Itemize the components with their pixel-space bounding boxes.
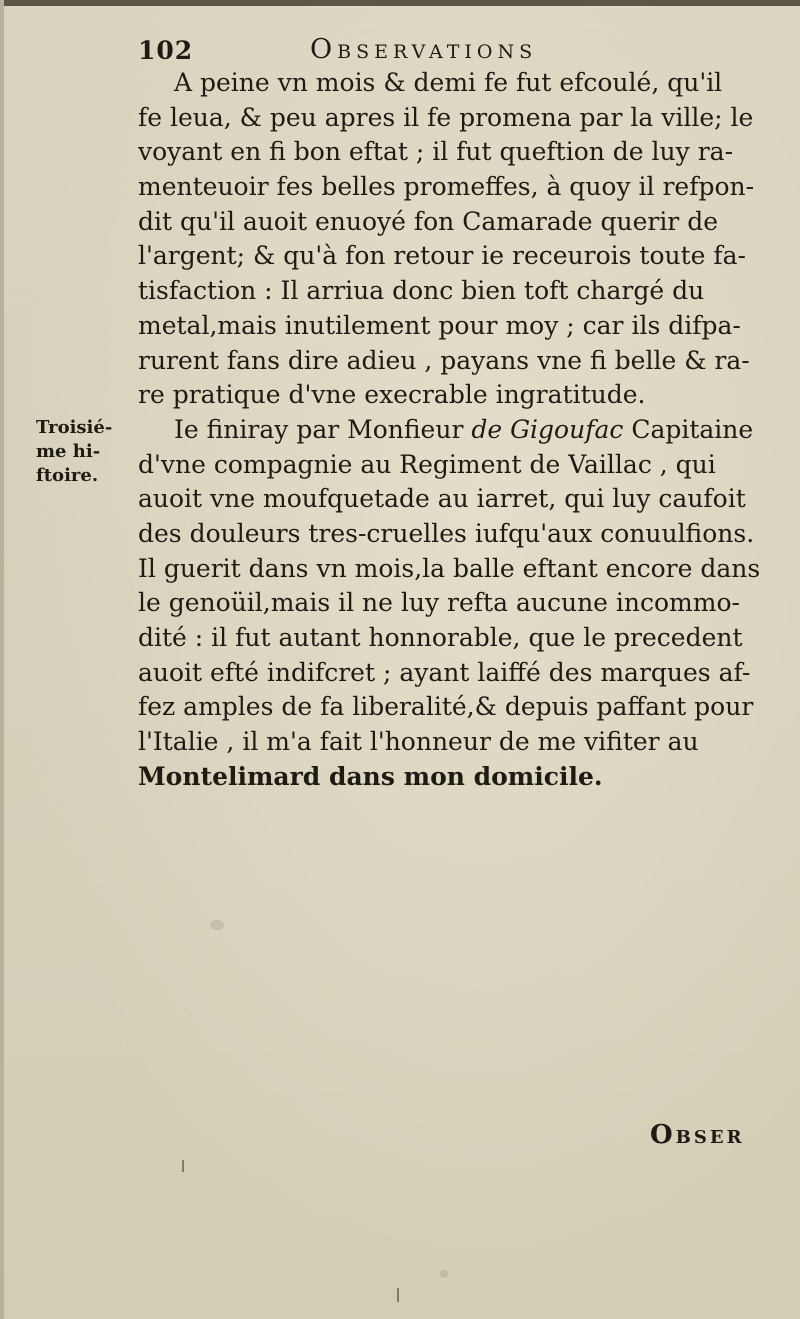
text-line bbox=[138, 413, 798, 448]
margin-note-line: Troisié- bbox=[36, 417, 113, 438]
text-line: dit qu'il auoit enuoyé fon Camarade querir de bbox=[138, 206, 719, 236]
text-line: fez amples de fa liberalité,& depuis paffant pour bbox=[138, 692, 754, 722]
text-line: menteuoir fes belles promeffes, à quoy il refpon- bbox=[138, 172, 755, 202]
text-line: Il guerit dans vn mois,la balle eftant encore dans bbox=[138, 553, 761, 583]
margin-note-line: me hi- bbox=[36, 441, 101, 462]
page-left-edge bbox=[0, 0, 4, 1319]
margin-note-line: ftoire. bbox=[36, 465, 99, 486]
text-line: l'Italie , il m'a fait l'honneur de me vifiter au bbox=[138, 727, 699, 757]
person-name: de Gigoufac bbox=[471, 414, 624, 444]
text-line: le genoüil,mais il ne luy refta aucune incommo- bbox=[138, 588, 740, 618]
text-run: Ie finiray par Monfieur bbox=[174, 414, 472, 444]
page-number: 102 bbox=[138, 36, 194, 65]
margin-note bbox=[36, 416, 128, 488]
body-text bbox=[138, 66, 798, 794]
text-line: A peine vn mois & demi fe fut efcoulé, qu'il bbox=[174, 68, 723, 97]
text-line: re pratique d'vne execrable ingratitude. bbox=[138, 380, 646, 410]
text-line: auoit efté indifcret ; ayant laiffé des marques af- bbox=[138, 657, 751, 687]
text-line: voyant en fi bon eftat ; il fut queftion de luy ra- bbox=[138, 137, 734, 167]
text-line: rurent fans dire adieu , payans vne fi belle & ra- bbox=[138, 345, 750, 375]
text-line: l'argent; & qu'à fon retour ie receurois toute fa- bbox=[138, 241, 747, 271]
catchword: Obser bbox=[650, 1120, 745, 1150]
text-line: auoit vne moufquetade au iarret, qui luy caufoit bbox=[138, 484, 746, 514]
text-line: fe leua, & peu apres il fe promena par la ville; le bbox=[138, 102, 754, 132]
paper-stain bbox=[210, 920, 224, 930]
text-line: metal,mais inutilement pour moy ; car ils difpa- bbox=[138, 310, 741, 340]
text-line: d'vne compagnie au Regiment de Vaillac , qui bbox=[138, 449, 716, 479]
text-line: dité : il fut autant honnorable, que le precedent bbox=[138, 623, 743, 652]
text-line: Montelimard dans mon domicile. bbox=[138, 761, 603, 791]
ink-mark bbox=[397, 1288, 399, 1302]
text-run: Capitaine bbox=[623, 414, 754, 444]
page-top-edge bbox=[0, 0, 800, 6]
ink-mark bbox=[182, 1160, 184, 1172]
text-line: tisfaction : Il arriua donc bien toft chargé du bbox=[138, 276, 705, 306]
text-line: des douleurs tres-cruelles iufqu'aux conuulfions. bbox=[138, 518, 755, 548]
paper-stain bbox=[440, 1270, 448, 1278]
running-title: Observations bbox=[310, 34, 538, 65]
